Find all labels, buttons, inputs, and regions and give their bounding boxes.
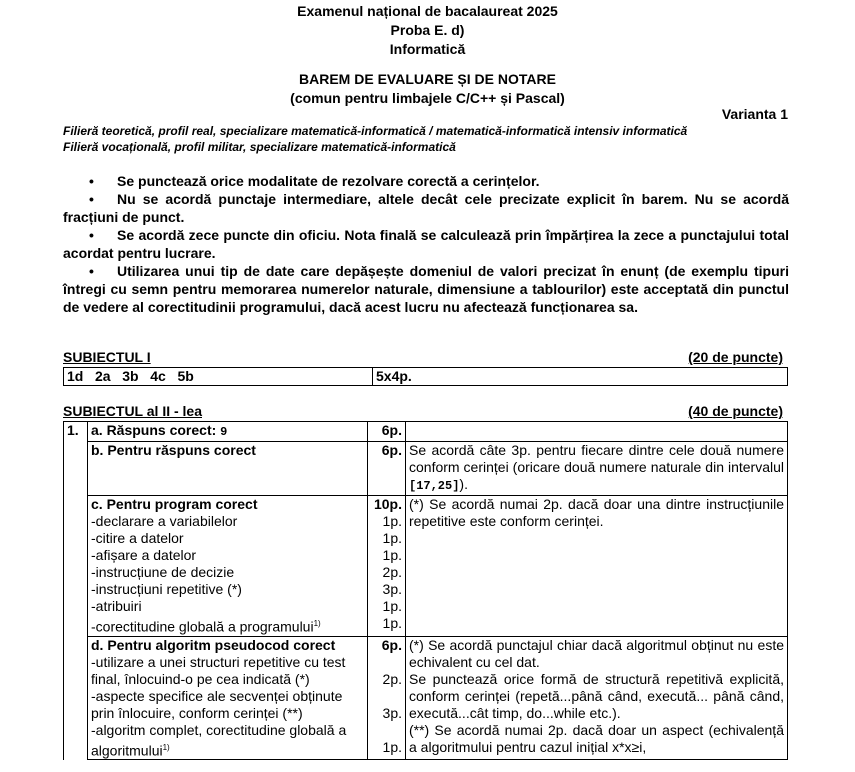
- item-a-value: 9: [220, 425, 228, 439]
- subiect-2-points: (40 de puncte): [688, 403, 783, 419]
- item-a-points: 6p.: [368, 422, 406, 442]
- list-item: -declarare a variabilelor: [91, 513, 238, 529]
- list-item: -atribuiri: [91, 598, 142, 614]
- item-c-note: (*) Se acordă numai 2p. dacă doar una dintre instrucțiunile repetitive este conform cerinței.: [406, 496, 788, 637]
- table-row: [64, 442, 788, 496]
- item-d-label: d. Pentru algoritm pseudocod corect -utilizare a unei structuri repetitive cu test final, înlocuind-o pe cea indicată (*) -aspecte specifice ale secvenței obținute prin înlocuire, conform cerinței (**) -algoritm complet, corectitudine globală a algoritmului$^{1)}$: [88, 636, 368, 760]
- item-a-label: a. Răspuns corect: 9: [88, 422, 368, 442]
- interval-code: [17,25]: [409, 479, 460, 493]
- subiect-2-table: [63, 421, 788, 760]
- filiera-line-1: Filieră teoretică, profil real, specializare matematică-informatică / matematică-informatică intensiv informatică: [63, 124, 688, 138]
- rule-item: • Se acordă zece puncte din oficiu. Nota finală se calculează prin împărțirea la zece a punctajului total acordat pentru lucrare.: [63, 227, 789, 261]
- bullet-icon: •: [89, 173, 94, 189]
- item-d-points: 6p. 2p. 3p. 1p.: [368, 636, 406, 760]
- subiect-1-heading: [63, 349, 783, 365]
- bullet-icon: •: [89, 263, 94, 279]
- rule-item: • Nu se acordă punctaje intermediare, altele decât cele precizate explicit în barem. Nu se acordă fracțiuni de punct.: [63, 191, 789, 225]
- barem-title: BAREM DE EVALUARE ȘI DE NOTARE: [299, 71, 556, 87]
- general-rules: [63, 172, 789, 316]
- list-item: -corectitudine globală a programului$^{1)}$: [91, 618, 321, 635]
- item-c-label: c. Pentru program corect -declarare a variabilelor -citire a datelor -afișare a datelor -instrucțiune de decizie -instrucțiuni repetitive (*) -atribuiri -corectitudine globală a programului$^{1)}$: [88, 496, 368, 637]
- bullet-icon: •: [89, 227, 94, 243]
- table-row: [64, 496, 788, 637]
- subiect-1-table: [63, 367, 788, 386]
- table-row: [64, 636, 788, 760]
- varianta-label: Varianta 1: [721, 106, 788, 122]
- list-item: -afișare a datelor: [91, 547, 197, 563]
- table-row: [64, 422, 788, 442]
- filiera-block: [63, 123, 803, 155]
- exam-header: [0, 2, 855, 59]
- item-d-note: (*) Se acordă punctajul chiar dacă algoritmul obținut nu este echivalent cu cel dat. Se punctează orice formă de structură repetitivă explicită, conform cerinței (repetă...până când, execută... până când, execută...cât timp, do...while etc.). (**) Se acordă numai 2p. dacă doar un aspect (echivalență a algoritmului pentru cazul inițial x*x≥i,: [406, 636, 788, 760]
- list-item: -citire a datelor: [91, 530, 184, 546]
- item-number: 1.: [64, 422, 88, 760]
- subiect-1-answers: 1d 2a 3b 4c 5b: [64, 368, 373, 386]
- filiera-line-2: Filieră vocațională, profil militar, specializare matematică-informatică: [63, 140, 456, 154]
- item-b-points: 6p.: [368, 442, 406, 496]
- bullet-icon: •: [89, 191, 94, 207]
- barem-header: [0, 70, 855, 108]
- subiect-1-score: 5x4p.: [373, 368, 788, 386]
- exam-subject: Informatică: [389, 41, 466, 57]
- list-item: -algoritm complet, corectitudine globală a algoritmului$^{1)}$: [91, 721, 347, 759]
- barem-subtitle: (comun pentru limbajele C/C++ și Pascal): [290, 90, 565, 106]
- list-item: -aspecte specifice ale secvenței obținute prin înlocuire, conform cerinței (**): [91, 687, 343, 721]
- subiect-1-title: SUBIECTUL I: [63, 349, 151, 365]
- item-c-points: 10p. 1p. 1p. 1p. 2p. 3p. 1p. 1p.: [368, 496, 406, 637]
- subiect-1-points: (20 de puncte): [688, 349, 783, 365]
- rule-item: • Utilizarea unui tip de date care depășește domeniul de valori precizat în enunț (de exemplu tipuri întregi cu semn pentru memorarea numerelor naturale, dimensiune a tablourilor) este acceptată din punctul de vedere al corectitudinii programului, dacă acest lucru nu afectează funcționarea sa.: [63, 263, 789, 315]
- rule-item: • Se punctează orice modalitate de rezolvare corectă a cerințelor.: [63, 172, 789, 190]
- list-item: -instrucțiuni repetitive (*): [91, 581, 242, 597]
- item-b-label: b. Pentru răspuns corect: [88, 442, 368, 496]
- table-row: [64, 368, 788, 386]
- exam-proba: Proba E. d): [390, 22, 465, 38]
- subiect-2-heading: [63, 403, 783, 419]
- item-a-note: [406, 422, 788, 442]
- exam-title: Examenul național de bacalaureat 2025: [297, 3, 558, 19]
- subiect-2-title: SUBIECTUL al II - lea: [63, 403, 202, 419]
- item-b-note: Se acordă câte 3p. pentru fiecare dintre cele două numere conform cerinței (oricare două numere naturale din intervalul [17,25]).: [406, 442, 788, 496]
- list-item: -instrucțiune de decizie: [91, 564, 235, 580]
- list-item: -utilizare a unei structuri repetitive cu test final, înlocuind-o pe cea indicată (*): [91, 653, 346, 687]
